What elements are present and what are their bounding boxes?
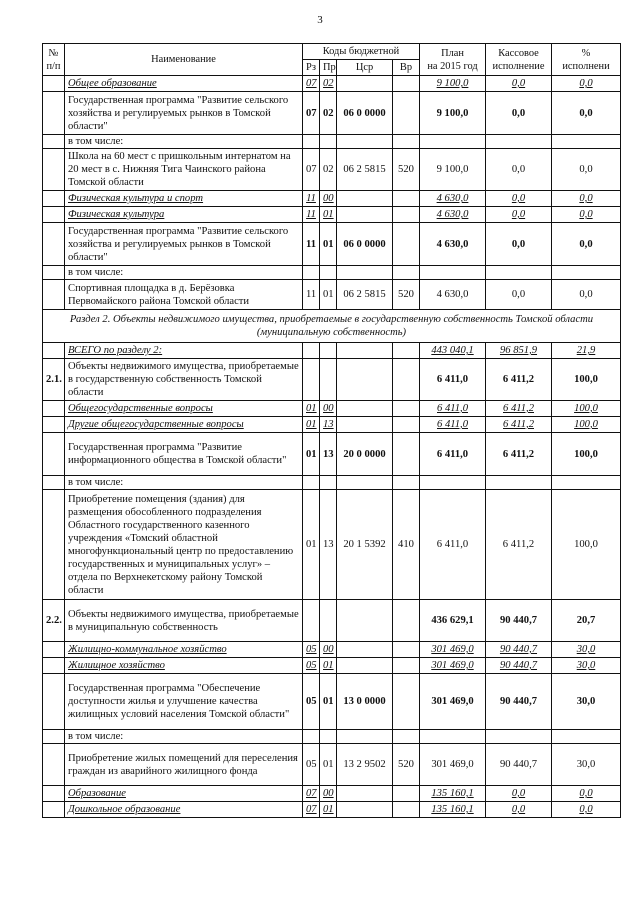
cell-pct: 0,0 xyxy=(552,223,621,266)
cell-cash: 0,0 xyxy=(486,223,552,266)
table-body xyxy=(43,76,621,818)
cell-num xyxy=(43,135,65,149)
cell-plan: 6 411,0 xyxy=(420,417,486,433)
cell-vr xyxy=(393,266,420,280)
cell-vr: 520 xyxy=(393,744,420,786)
cell-num xyxy=(43,744,65,786)
cell-cash: 90 440,7 xyxy=(486,600,552,642)
cell-name: в том числе: xyxy=(65,730,303,744)
cell-pct: 100,0 xyxy=(552,359,621,401)
cell-num: 2.1. xyxy=(43,359,65,401)
table-row xyxy=(43,149,621,191)
cell-pr: 02 xyxy=(320,76,337,92)
cell-pct: 20,7 xyxy=(552,600,621,642)
cell-rz: 01 xyxy=(303,417,320,433)
cell-vr xyxy=(393,191,420,207)
cell-csr xyxy=(337,359,393,401)
cell-pct: 21,9 xyxy=(552,343,621,359)
cell-rz: 11 xyxy=(303,280,320,310)
cell-rz xyxy=(303,343,320,359)
cell-name: Общегосударственные вопросы xyxy=(65,401,303,417)
cell-rz: 11 xyxy=(303,223,320,266)
cell-pr xyxy=(320,135,337,149)
cell-cash: 0,0 xyxy=(486,149,552,191)
cell-pct: 0,0 xyxy=(552,207,621,223)
cell-pr: 00 xyxy=(320,642,337,658)
table-row xyxy=(43,490,621,600)
cell-plan: 436 629,1 xyxy=(420,600,486,642)
table-row xyxy=(43,401,621,417)
table-row xyxy=(43,310,621,343)
cell-name: в том числе: xyxy=(65,135,303,149)
cell-name: Государственная программа "Обеспечение доступности жилья и улучшение качества жилищных условий населения Томской области" xyxy=(65,674,303,730)
cell-vr xyxy=(393,674,420,730)
cell-csr xyxy=(337,135,393,149)
cell-csr xyxy=(337,802,393,818)
cell-plan: 6 411,0 xyxy=(420,401,486,417)
cell-cash: 0,0 xyxy=(486,802,552,818)
cell-pr: 13 xyxy=(320,417,337,433)
cell-cash: 0,0 xyxy=(486,191,552,207)
cell-vr xyxy=(393,207,420,223)
cell-csr xyxy=(337,266,393,280)
table-row xyxy=(43,343,621,359)
cell-vr: 520 xyxy=(393,280,420,310)
cell-vr xyxy=(393,642,420,658)
cell-pct: 0,0 xyxy=(552,191,621,207)
header-pr: Пр xyxy=(320,60,337,76)
header-pct: % исполнени xyxy=(552,44,621,76)
cell-csr: 06 2 5815 xyxy=(337,149,393,191)
cell-num xyxy=(43,280,65,310)
cell-rz: 05 xyxy=(303,674,320,730)
cell-plan: 6 411,0 xyxy=(420,433,486,476)
cell-pct: 100,0 xyxy=(552,490,621,600)
section-title: Раздел 2. Объекты недвижимого имущества, приобретаемые в государственную собственность Томской области (муниципальную собственность) xyxy=(43,310,621,343)
cell-rz xyxy=(303,266,320,280)
table-row xyxy=(43,359,621,401)
cell-plan: 4 630,0 xyxy=(420,223,486,266)
table-row xyxy=(43,476,621,490)
cell-cash: 6 411,2 xyxy=(486,359,552,401)
cell-pr: 02 xyxy=(320,149,337,191)
cell-csr xyxy=(337,417,393,433)
cell-pr xyxy=(320,343,337,359)
cell-num xyxy=(43,490,65,600)
cell-csr xyxy=(337,343,393,359)
cell-pr xyxy=(320,359,337,401)
cell-cash: 90 440,7 xyxy=(486,744,552,786)
cell-rz xyxy=(303,476,320,490)
cell-vr xyxy=(393,343,420,359)
cell-num xyxy=(43,92,65,135)
cell-vr xyxy=(393,92,420,135)
cell-plan: 301 469,0 xyxy=(420,658,486,674)
cell-plan: 301 469,0 xyxy=(420,642,486,658)
cell-name: Общее образование xyxy=(65,76,303,92)
cell-csr xyxy=(337,600,393,642)
cell-num xyxy=(43,223,65,266)
cell-name: Другие общегосударственные вопросы xyxy=(65,417,303,433)
cell-vr: 410 xyxy=(393,490,420,600)
cell-num xyxy=(43,417,65,433)
cell-cash xyxy=(486,266,552,280)
cell-pr xyxy=(320,600,337,642)
cell-name: ВСЕГО по разделу 2: xyxy=(65,343,303,359)
cell-cash: 0,0 xyxy=(486,280,552,310)
page-number: 3 xyxy=(317,14,323,26)
cell-pct: 0,0 xyxy=(552,76,621,92)
cell-rz xyxy=(303,135,320,149)
header-plan: План на 2015 год xyxy=(420,44,486,76)
cell-plan: 135 160,1 xyxy=(420,802,486,818)
cell-num xyxy=(43,674,65,730)
cell-cash: 0,0 xyxy=(486,207,552,223)
cell-num xyxy=(43,149,65,191)
cell-num xyxy=(43,786,65,802)
cell-pct xyxy=(552,135,621,149)
cell-plan: 301 469,0 xyxy=(420,674,486,730)
table-row xyxy=(43,266,621,280)
cell-csr: 20 1 5392 xyxy=(337,490,393,600)
cell-name: Дошкольное образование xyxy=(65,802,303,818)
cell-pct xyxy=(552,266,621,280)
table-row xyxy=(43,802,621,818)
cell-rz: 07 xyxy=(303,786,320,802)
cell-pr: 13 xyxy=(320,490,337,600)
cell-rz: 11 xyxy=(303,191,320,207)
cell-name: Объекты недвижимого имущества, приобретаемые в муниципальную собственность xyxy=(65,600,303,642)
cell-cash: 96 851,9 xyxy=(486,343,552,359)
cell-name: Жилищное хозяйство xyxy=(65,658,303,674)
header-name: Наименование xyxy=(65,44,303,76)
cell-pct: 30,0 xyxy=(552,674,621,730)
cell-num xyxy=(43,433,65,476)
cell-pr: 00 xyxy=(320,401,337,417)
cell-plan: 443 040,1 xyxy=(420,343,486,359)
cell-csr xyxy=(337,207,393,223)
cell-csr: 06 0 0000 xyxy=(337,92,393,135)
cell-vr xyxy=(393,433,420,476)
cell-num: 2.2. xyxy=(43,600,65,642)
cell-plan: 4 630,0 xyxy=(420,280,486,310)
cell-name: в том числе: xyxy=(65,266,303,280)
cell-vr xyxy=(393,223,420,266)
table-row xyxy=(43,223,621,266)
header-rz: Рз xyxy=(303,60,320,76)
cell-plan: 301 469,0 xyxy=(420,744,486,786)
table-row xyxy=(43,642,621,658)
cell-cash: 0,0 xyxy=(486,786,552,802)
cell-plan: 4 630,0 xyxy=(420,191,486,207)
cell-pr: 01 xyxy=(320,658,337,674)
cell-vr xyxy=(393,658,420,674)
cell-num xyxy=(43,476,65,490)
cell-csr: 06 2 5815 xyxy=(337,280,393,310)
cell-num xyxy=(43,642,65,658)
cell-csr xyxy=(337,76,393,92)
cell-vr xyxy=(393,600,420,642)
table-row xyxy=(43,600,621,642)
cell-name: Объекты недвижимого имущества, приобретаемые в государственную собственность Томской области xyxy=(65,359,303,401)
cell-rz: 07 xyxy=(303,802,320,818)
cell-cash: 0,0 xyxy=(486,92,552,135)
cell-rz: 11 xyxy=(303,207,320,223)
cell-name: Физическая культура xyxy=(65,207,303,223)
cell-vr xyxy=(393,730,420,744)
cell-plan: 9 100,0 xyxy=(420,92,486,135)
cell-plan: 4 630,0 xyxy=(420,207,486,223)
table-row xyxy=(43,433,621,476)
header-csr: Цср xyxy=(337,60,393,76)
cell-vr xyxy=(393,802,420,818)
cell-pr: 01 xyxy=(320,802,337,818)
budget-table xyxy=(42,43,621,818)
table-row xyxy=(43,674,621,730)
cell-cash: 0,0 xyxy=(486,76,552,92)
cell-csr xyxy=(337,642,393,658)
table-row xyxy=(43,191,621,207)
cell-pct: 100,0 xyxy=(552,433,621,476)
cell-csr: 06 0 0000 xyxy=(337,223,393,266)
table-row xyxy=(43,730,621,744)
table-row xyxy=(43,280,621,310)
cell-pct: 0,0 xyxy=(552,786,621,802)
table-row xyxy=(43,135,621,149)
cell-pct: 30,0 xyxy=(552,744,621,786)
cell-cash: 90 440,7 xyxy=(486,658,552,674)
table-row xyxy=(43,207,621,223)
cell-rz: 07 xyxy=(303,149,320,191)
cell-cash xyxy=(486,135,552,149)
cell-num xyxy=(43,401,65,417)
cell-csr xyxy=(337,786,393,802)
cell-rz: 05 xyxy=(303,658,320,674)
cell-cash xyxy=(486,730,552,744)
cell-pct: 0,0 xyxy=(552,149,621,191)
cell-plan: 6 411,0 xyxy=(420,359,486,401)
cell-pct: 100,0 xyxy=(552,401,621,417)
cell-csr: 13 2 9502 xyxy=(337,744,393,786)
cell-cash xyxy=(486,476,552,490)
cell-pr xyxy=(320,266,337,280)
cell-name: Государственная программа "Развитие информационного общества в Томской области" xyxy=(65,433,303,476)
cell-plan xyxy=(420,730,486,744)
cell-pr: 01 xyxy=(320,744,337,786)
cell-csr xyxy=(337,476,393,490)
cell-rz: 05 xyxy=(303,642,320,658)
table-row xyxy=(43,744,621,786)
cell-vr xyxy=(393,401,420,417)
cell-name: Образование xyxy=(65,786,303,802)
cell-num xyxy=(43,730,65,744)
cell-pr: 01 xyxy=(320,280,337,310)
cell-plan xyxy=(420,266,486,280)
cell-name: Государственная программа "Развитие сельского хозяйства и регулируемых рынков в Томской области" xyxy=(65,223,303,266)
table-row xyxy=(43,76,621,92)
cell-name: Спортивная площадка в д. Берёзовка Первомайского района Томской области xyxy=(65,280,303,310)
cell-rz xyxy=(303,730,320,744)
cell-vr: 520 xyxy=(393,149,420,191)
cell-num xyxy=(43,343,65,359)
table-row xyxy=(43,92,621,135)
cell-csr: 20 0 0000 xyxy=(337,433,393,476)
cell-num xyxy=(43,266,65,280)
cell-csr xyxy=(337,658,393,674)
cell-name: Приобретение помещения (здания) для размещения обособленного подразделения Областного государственного казенного учреждения «Томский областной многофункциональный центр по предоставлению государственных и муниципальных услуг» – отдела по Верхнекетскому району Томской области xyxy=(65,490,303,600)
header-num: № п/п xyxy=(43,44,65,76)
cell-csr xyxy=(337,191,393,207)
cell-num xyxy=(43,658,65,674)
cell-name: Государственная программа "Развитие сельского хозяйства и регулируемых рынков в Томской области" xyxy=(65,92,303,135)
header-cash: Кассовое исполнение xyxy=(486,44,552,76)
cell-rz: 07 xyxy=(303,92,320,135)
cell-rz: 01 xyxy=(303,433,320,476)
cell-pr: 01 xyxy=(320,223,337,266)
cell-csr xyxy=(337,401,393,417)
cell-csr: 13 0 0000 xyxy=(337,674,393,730)
cell-cash: 90 440,7 xyxy=(486,642,552,658)
cell-pr xyxy=(320,730,337,744)
cell-cash: 6 411,2 xyxy=(486,401,552,417)
cell-rz: 01 xyxy=(303,490,320,600)
cell-pr: 02 xyxy=(320,92,337,135)
cell-pr: 01 xyxy=(320,674,337,730)
table-row xyxy=(43,658,621,674)
table-row xyxy=(43,417,621,433)
cell-vr xyxy=(393,359,420,401)
header-codes: Коды бюджетной xyxy=(303,44,420,60)
cell-rz xyxy=(303,600,320,642)
cell-num xyxy=(43,207,65,223)
cell-pct: 30,0 xyxy=(552,642,621,658)
cell-vr xyxy=(393,417,420,433)
cell-pct: 0,0 xyxy=(552,92,621,135)
cell-plan xyxy=(420,135,486,149)
cell-pct: 100,0 xyxy=(552,417,621,433)
cell-rz: 05 xyxy=(303,744,320,786)
cell-pr xyxy=(320,476,337,490)
cell-name: Физическая культура и спорт xyxy=(65,191,303,207)
cell-pr: 00 xyxy=(320,786,337,802)
cell-plan xyxy=(420,476,486,490)
cell-pr: 13 xyxy=(320,433,337,476)
cell-plan: 6 411,0 xyxy=(420,490,486,600)
cell-name: в том числе: xyxy=(65,476,303,490)
cell-cash: 6 411,2 xyxy=(486,490,552,600)
cell-vr xyxy=(393,476,420,490)
cell-pct: 0,0 xyxy=(552,802,621,818)
cell-plan: 135 160,1 xyxy=(420,786,486,802)
cell-vr xyxy=(393,76,420,92)
cell-cash: 6 411,2 xyxy=(486,417,552,433)
cell-name: Школа на 60 мест с пришкольным интернатом на 20 мест в с. Нижняя Тига Чаинского района Томской области xyxy=(65,149,303,191)
cell-num xyxy=(43,76,65,92)
cell-name: Жилищно-коммунальное хозяйство xyxy=(65,642,303,658)
cell-plan: 9 100,0 xyxy=(420,149,486,191)
cell-pct xyxy=(552,730,621,744)
cell-pr: 00 xyxy=(320,191,337,207)
cell-num xyxy=(43,802,65,818)
cell-pct: 0,0 xyxy=(552,280,621,310)
table-row xyxy=(43,786,621,802)
cell-cash: 6 411,2 xyxy=(486,433,552,476)
cell-name: Приобретение жилых помещений для переселения граждан из аварийного жилищного фонда xyxy=(65,744,303,786)
cell-num xyxy=(43,191,65,207)
cell-rz xyxy=(303,359,320,401)
cell-cash: 90 440,7 xyxy=(486,674,552,730)
cell-pct: 30,0 xyxy=(552,658,621,674)
cell-vr xyxy=(393,786,420,802)
cell-pr: 01 xyxy=(320,207,337,223)
header-vr: Вр xyxy=(393,60,420,76)
cell-rz: 07 xyxy=(303,76,320,92)
cell-vr xyxy=(393,135,420,149)
cell-plan: 9 100,0 xyxy=(420,76,486,92)
cell-csr xyxy=(337,730,393,744)
cell-rz: 01 xyxy=(303,401,320,417)
cell-pct xyxy=(552,476,621,490)
